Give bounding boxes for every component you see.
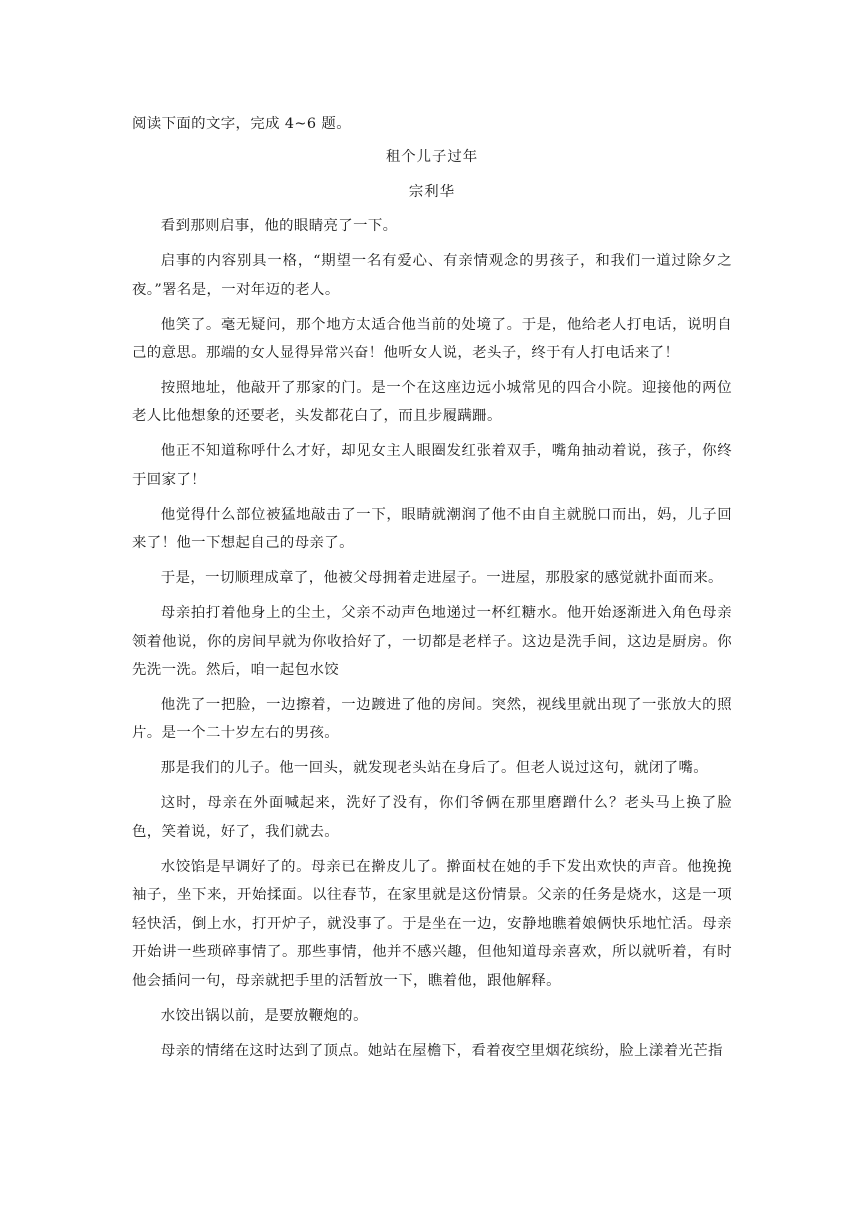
article-title: 租个儿子过年 [385,149,479,166]
paragraph: 那是我们的儿子。他一回头，就发现老头站在身后了。但老人说过这句，就闭了嘴。 [160,760,709,777]
question-instruction: 阅读下面的文字，完成 4~6 题。 [132,116,352,132]
paragraph: 他觉得什么部位被猛地敲击了一下，眼睛就潮润了他不由自主就脱口而出，妈，儿子回来了！他一下想起自己的母亲了。 [132,506,732,552]
paragraph: 启事的内容别具一格，“期望一名有爱心、有亲情观念的男孩子，和我们一道过除夕之夜。”署名是，一对年迈的老人。 [132,253,732,298]
paragraph: 这时，母亲在外面喊起来，洗好了没有，你们爷俩在那里磨蹭什么？老头马上换了脸色，笑着说，好了，我们就去。 [132,795,732,840]
paragraph: 他洗了一把脸，一边擦着，一边踱进了他的房间。突然，视线里就出现了一张放大的照片。是一个二十岁左右的男孩。 [132,697,732,742]
paragraph: 按照地址，他敲开了那家的门。是一个在这座边远小城常见的四合小院。迎接他的两位老人比他想象的还要老，头发都花白了，而且步履蹒跚。 [132,380,732,425]
paragraph: 母亲拍打着他身上的尘土，父亲不动声色地递过一杯红糖水。他开始逐渐进入角色母亲领着他说，你的房间早就为你收拾好了，一切都是老样子。这边是洗手间，这边是厨房。你先洗一洗。然后，咱一起包水饺 [132,605,732,679]
paragraph: 他正不知道称呼什么才好，却见女主人眼圈发红张着双手，嘴角抽动着说，孩子，你终于回家了！ [132,443,732,488]
paragraph: 看到那则启事，他的眼睛亮了一下。 [160,218,398,235]
paragraph: 水饺出锅以前，是要放鞭炮的。 [160,1007,368,1024]
paragraph: 母亲的情绪在这时达到了顶点。她站在屋檐下，看着夜空里烟花缤纷，脸上漾着光芒指 [160,1042,723,1059]
article-author: 宗利华 [408,183,456,200]
paragraph: 水饺馅是早调好了的。母亲已在擀皮儿了。擀面杖在她的手下发出欢快的声音。他挽挽袖子，坐下来，开始揉面。以往春节，在家里就是这份情景。父亲的任务是烧水，这是一项轻快活，倒上水，打开炉子，就没事了。于是坐在一边，安静地瞧着娘俩快乐地忙活。母亲开始讲一些琐碎事情了。那些事情，他并不感兴趣，但他知道母亲喜欢，所以就听着，有时他会插问一句，母亲就把手里的活暂放一下，瞧着他，跟他解释。 [132,858,732,989]
paragraph: 于是，一切顺理成章了，他被父母拥着走进屋子。一进屋，那股家的感觉就扑面而来。 [160,570,723,587]
paragraph: 他笑了。毫无疑问，那个地方太适合他当前的处境了。于是，他给老人打电话，说明自己的意思。那端的女人显得异常兴奋！他听女人说，老头子，终于有人打电话来了！ [132,316,732,362]
document-body [132,110,732,1072]
